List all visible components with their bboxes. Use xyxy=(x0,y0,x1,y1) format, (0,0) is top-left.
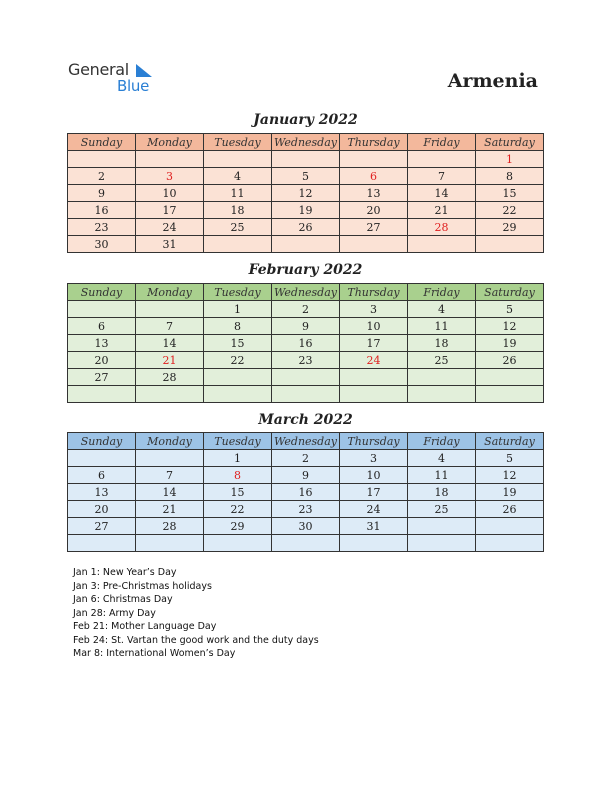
day-cell: 25 xyxy=(204,219,272,236)
empty-day-cell xyxy=(408,236,476,253)
holiday-item: Feb 21: Mother Language Day xyxy=(73,621,217,632)
week-row xyxy=(68,236,544,253)
day-cell: 15 xyxy=(476,185,544,202)
weekday-header: Tuesday xyxy=(204,433,272,450)
empty-day-cell xyxy=(272,236,340,253)
day-cell: 4 xyxy=(408,301,476,318)
day-cell: 8 xyxy=(476,168,544,185)
empty-day-cell xyxy=(476,369,544,386)
empty-day-cell xyxy=(204,535,272,552)
day-cell: 5 xyxy=(476,450,544,467)
empty-day-cell xyxy=(408,535,476,552)
day-cell: 22 xyxy=(204,352,272,369)
logo-general-text: General xyxy=(68,60,129,79)
day-cell: 11 xyxy=(204,185,272,202)
weekday-header: Thursday xyxy=(340,134,408,151)
day-cell: 27 xyxy=(340,219,408,236)
day-cell: 6 xyxy=(68,318,136,335)
day-cell: 27 xyxy=(68,369,136,386)
month-title-january: January 2022 xyxy=(253,112,358,128)
day-cell: 13 xyxy=(340,185,408,202)
empty-day-cell xyxy=(340,535,408,552)
weekday-header: Thursday xyxy=(340,433,408,450)
weekday-header: Wednesday xyxy=(272,284,340,301)
day-cell: 24 xyxy=(340,352,408,369)
day-cell: 18 xyxy=(408,335,476,352)
empty-day-cell xyxy=(68,301,136,318)
day-cell: 21 xyxy=(408,202,476,219)
day-cell: 2 xyxy=(68,168,136,185)
week-row xyxy=(68,219,544,236)
empty-day-cell xyxy=(68,151,136,168)
day-cell: 12 xyxy=(476,467,544,484)
week-row xyxy=(68,484,544,501)
day-cell: 28 xyxy=(136,369,204,386)
empty-day-cell xyxy=(272,369,340,386)
day-cell: 29 xyxy=(204,518,272,535)
weekday-header: Thursday xyxy=(340,284,408,301)
day-cell: 16 xyxy=(68,202,136,219)
day-cell: 14 xyxy=(136,484,204,501)
empty-day-cell xyxy=(476,518,544,535)
empty-day-cell xyxy=(136,450,204,467)
day-cell: 30 xyxy=(272,518,340,535)
day-cell: 25 xyxy=(408,501,476,518)
day-cell: 13 xyxy=(68,484,136,501)
week-row xyxy=(68,151,544,168)
day-cell: 23 xyxy=(272,352,340,369)
day-cell: 11 xyxy=(408,318,476,335)
day-cell: 10 xyxy=(340,318,408,335)
weekday-header: Tuesday xyxy=(204,284,272,301)
week-row xyxy=(68,535,544,552)
day-cell: 5 xyxy=(272,168,340,185)
day-cell: 10 xyxy=(340,467,408,484)
weekday-header: Wednesday xyxy=(272,433,340,450)
empty-day-cell xyxy=(204,386,272,403)
day-cell: 21 xyxy=(136,352,204,369)
day-cell: 19 xyxy=(272,202,340,219)
holiday-item: Jan 1: New Year’s Day xyxy=(73,567,177,578)
day-cell: 17 xyxy=(340,484,408,501)
empty-day-cell xyxy=(408,151,476,168)
day-cell: 12 xyxy=(476,318,544,335)
week-row xyxy=(68,450,544,467)
empty-day-cell xyxy=(340,236,408,253)
day-cell: 6 xyxy=(340,168,408,185)
weekday-header: Saturday xyxy=(476,134,544,151)
day-cell: 21 xyxy=(136,501,204,518)
weekday-header: Saturday xyxy=(476,284,544,301)
day-cell: 6 xyxy=(68,467,136,484)
weekday-header: Monday xyxy=(136,433,204,450)
day-cell: 28 xyxy=(408,219,476,236)
empty-day-cell xyxy=(136,151,204,168)
day-cell: 12 xyxy=(272,185,340,202)
country-title: Armenia xyxy=(447,70,538,92)
calendar-january xyxy=(67,133,544,253)
day-cell: 8 xyxy=(204,318,272,335)
day-cell: 3 xyxy=(340,301,408,318)
week-row xyxy=(68,467,544,484)
week-row xyxy=(68,318,544,335)
empty-day-cell xyxy=(272,535,340,552)
day-cell: 26 xyxy=(476,501,544,518)
empty-day-cell xyxy=(68,386,136,403)
empty-day-cell xyxy=(204,151,272,168)
empty-day-cell xyxy=(68,535,136,552)
day-cell: 11 xyxy=(408,467,476,484)
day-cell: 17 xyxy=(340,335,408,352)
empty-day-cell xyxy=(340,151,408,168)
day-cell: 14 xyxy=(408,185,476,202)
logo-blue-text: Blue xyxy=(117,77,149,95)
day-cell: 20 xyxy=(68,352,136,369)
day-cell: 18 xyxy=(408,484,476,501)
day-cell: 24 xyxy=(340,501,408,518)
week-row xyxy=(68,301,544,318)
day-cell: 15 xyxy=(204,335,272,352)
empty-day-cell xyxy=(136,386,204,403)
day-cell: 7 xyxy=(408,168,476,185)
holiday-item: Jan 3: Pre-Christmas holidays xyxy=(73,580,212,592)
day-cell: 5 xyxy=(476,301,544,318)
weekday-header: Friday xyxy=(408,284,476,301)
empty-day-cell xyxy=(340,386,408,403)
day-cell: 16 xyxy=(272,335,340,352)
empty-day-cell xyxy=(476,535,544,552)
week-row xyxy=(68,202,544,219)
day-cell: 26 xyxy=(476,352,544,369)
day-cell: 19 xyxy=(476,484,544,501)
day-cell: 22 xyxy=(476,202,544,219)
day-cell: 28 xyxy=(136,518,204,535)
week-row xyxy=(68,168,544,185)
week-row xyxy=(68,335,544,352)
empty-day-cell xyxy=(136,301,204,318)
day-cell: 8 xyxy=(204,467,272,484)
empty-day-cell xyxy=(68,450,136,467)
weekday-header: Sunday xyxy=(68,433,136,450)
day-cell: 1 xyxy=(204,450,272,467)
day-cell: 19 xyxy=(476,335,544,352)
day-cell: 20 xyxy=(340,202,408,219)
generalblue-logo xyxy=(68,60,168,100)
weekday-header-row xyxy=(68,433,544,450)
day-cell: 25 xyxy=(408,352,476,369)
day-cell: 16 xyxy=(272,484,340,501)
weekday-header: Friday xyxy=(408,433,476,450)
day-cell: 1 xyxy=(476,151,544,168)
day-cell: 9 xyxy=(272,318,340,335)
day-cell: 31 xyxy=(136,236,204,253)
calendar-february xyxy=(67,283,544,403)
empty-day-cell xyxy=(408,386,476,403)
day-cell: 26 xyxy=(272,219,340,236)
day-cell: 2 xyxy=(272,301,340,318)
week-row xyxy=(68,352,544,369)
weekday-header: Friday xyxy=(408,134,476,151)
holiday-item: Jan 6: Christmas Day xyxy=(73,594,173,605)
day-cell: 15 xyxy=(204,484,272,501)
day-cell: 7 xyxy=(136,467,204,484)
day-cell: 3 xyxy=(340,450,408,467)
day-cell: 2 xyxy=(272,450,340,467)
day-cell: 3 xyxy=(136,168,204,185)
day-cell: 4 xyxy=(204,168,272,185)
weekday-header: Monday xyxy=(136,284,204,301)
holiday-item: Mar 8: International Women’s Day xyxy=(73,648,236,659)
holiday-item: Feb 24: St. Vartan the good work and the duty days xyxy=(73,634,319,646)
weekday-header: Sunday xyxy=(68,284,136,301)
weekday-header: Monday xyxy=(136,134,204,151)
day-cell: 13 xyxy=(68,335,136,352)
day-cell: 24 xyxy=(136,219,204,236)
day-cell: 30 xyxy=(68,236,136,253)
day-cell: 20 xyxy=(68,501,136,518)
empty-day-cell xyxy=(340,369,408,386)
week-row xyxy=(68,185,544,202)
empty-day-cell xyxy=(204,369,272,386)
weekday-header: Wednesday xyxy=(272,134,340,151)
day-cell: 31 xyxy=(340,518,408,535)
empty-day-cell xyxy=(272,151,340,168)
month-title-february: February 2022 xyxy=(248,262,363,278)
day-cell: 14 xyxy=(136,335,204,352)
holiday-list xyxy=(73,566,319,661)
week-row xyxy=(68,501,544,518)
empty-day-cell xyxy=(408,369,476,386)
empty-day-cell xyxy=(136,535,204,552)
empty-day-cell xyxy=(476,386,544,403)
empty-day-cell xyxy=(272,386,340,403)
holiday-item: Jan 28: Army Day xyxy=(73,607,156,619)
day-cell: 29 xyxy=(476,219,544,236)
weekday-header-row xyxy=(68,284,544,301)
weekday-header: Tuesday xyxy=(204,134,272,151)
empty-day-cell xyxy=(204,236,272,253)
day-cell: 10 xyxy=(136,185,204,202)
week-row xyxy=(68,386,544,403)
weekday-header-row xyxy=(68,134,544,151)
day-cell: 18 xyxy=(204,202,272,219)
week-row xyxy=(68,518,544,535)
day-cell: 7 xyxy=(136,318,204,335)
day-cell: 23 xyxy=(68,219,136,236)
day-cell: 4 xyxy=(408,450,476,467)
weekday-header: Sunday xyxy=(68,134,136,151)
day-cell: 17 xyxy=(136,202,204,219)
week-row xyxy=(68,369,544,386)
day-cell: 27 xyxy=(68,518,136,535)
day-cell: 9 xyxy=(68,185,136,202)
day-cell: 9 xyxy=(272,467,340,484)
empty-day-cell xyxy=(408,518,476,535)
day-cell: 22 xyxy=(204,501,272,518)
empty-day-cell xyxy=(476,236,544,253)
day-cell: 1 xyxy=(204,301,272,318)
month-title-march: March 2022 xyxy=(258,412,353,428)
weekday-header: Saturday xyxy=(476,433,544,450)
calendar-march xyxy=(67,432,544,552)
day-cell: 23 xyxy=(272,501,340,518)
